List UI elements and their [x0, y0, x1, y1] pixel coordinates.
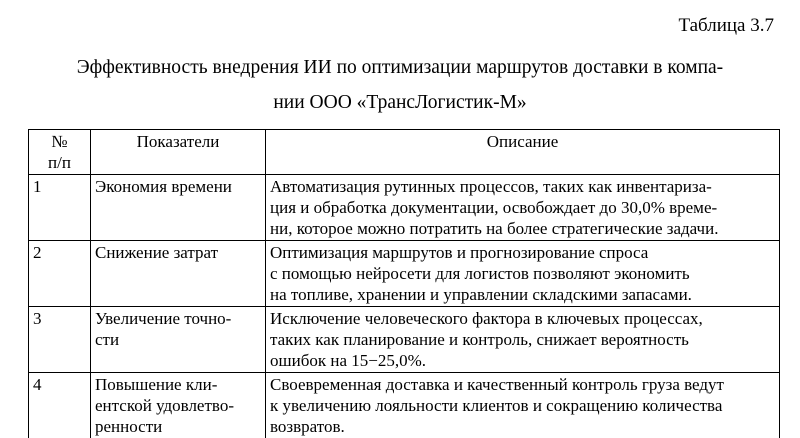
row-description — [266, 241, 780, 307]
description-line: ошибок на 15−25,0%. — [270, 351, 426, 370]
table-label: Таблица 3.7 — [678, 15, 774, 36]
header-indicator: Показатели — [91, 130, 266, 175]
efficiency-table — [28, 129, 780, 438]
caption-line-1: Эффективность внедрения ИИ по оптимизации маршрутов доставки в компа- — [76, 57, 724, 78]
table-row — [29, 373, 780, 438]
table-row — [29, 175, 780, 241]
indicator-line: Повышение кли- — [95, 375, 218, 394]
table-header-row — [29, 130, 780, 175]
table-caption — [20, 50, 780, 120]
row-indicator — [91, 307, 266, 373]
description-line: возвратов. — [270, 417, 345, 436]
row-indicator — [91, 175, 266, 241]
row-number: 1 — [29, 175, 91, 241]
description-line: Автоматизация рутинных процессов, таких как инвентариза- — [270, 177, 712, 196]
indicator-line: сти — [95, 330, 120, 349]
header-number — [29, 130, 91, 175]
indicator-line: ренности — [95, 417, 163, 436]
description-line: Оптимизация маршрутов и прогнозирование спроса — [270, 243, 649, 262]
description-line: с помощью нейросети для логистов позволяют экономить — [270, 264, 690, 283]
header-number-line-1: № — [51, 132, 68, 151]
indicator-line: ентской удовлетво- — [95, 396, 234, 415]
description-line: ни, которое можно потратить на более стратегические задачи. — [270, 219, 719, 238]
row-description — [266, 373, 780, 438]
table-row — [29, 241, 780, 307]
caption-line-2: нии ООО «ТрансЛогистик-М» — [273, 92, 527, 113]
description-line: Своевременная доставка и качественный контроль груза ведут — [270, 375, 724, 394]
row-number: 3 — [29, 307, 91, 373]
description-line: таких как планирование и контроль, снижает вероятность — [270, 330, 689, 349]
row-description — [266, 307, 780, 373]
description-line: ция и обработка документации, освобождает до 30,0% време- — [270, 198, 718, 217]
row-number: 2 — [29, 241, 91, 307]
row-number: 4 — [29, 373, 91, 438]
row-description — [266, 175, 780, 241]
table-row — [29, 307, 780, 373]
header-description: Описание — [266, 130, 780, 175]
description-line: Исключение человеческого фактора в ключевых процессах, — [270, 309, 703, 328]
description-line: к увеличению лояльности клиентов и сокращению количества — [270, 396, 723, 415]
description-line: на топливе, хранении и управлении складскими запасами. — [270, 285, 692, 304]
header-number-line-2: п/п — [48, 153, 71, 172]
indicator-line: Снижение затрат — [95, 243, 219, 262]
indicator-line: Экономия времени — [95, 177, 232, 196]
indicator-line: Увеличение точно- — [95, 309, 232, 328]
row-indicator — [91, 241, 266, 307]
row-indicator — [91, 373, 266, 438]
